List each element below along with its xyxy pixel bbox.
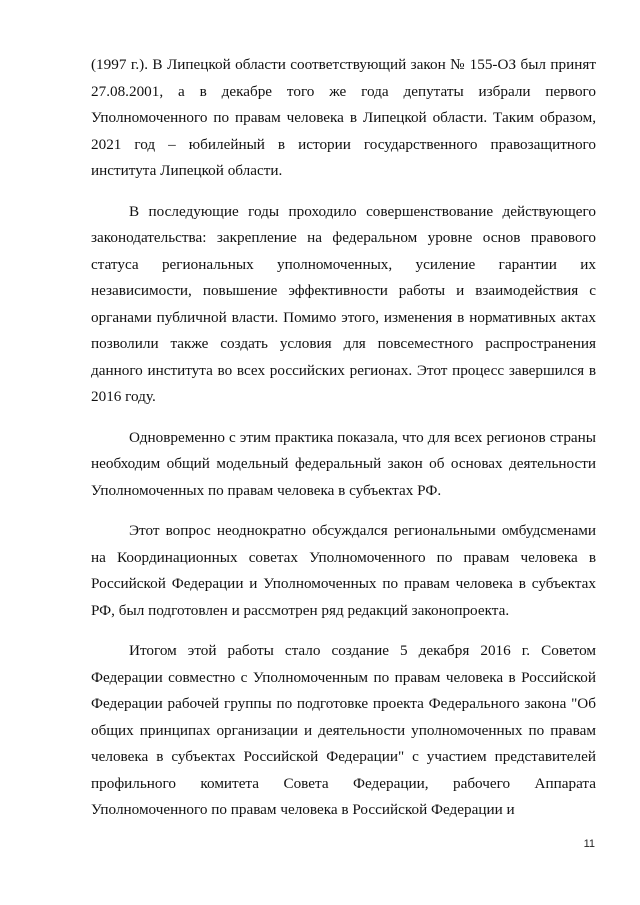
paragraph-2: В последующие годы проходило совершенствование действующего законодательства: закрепление на федеральном уровне основ правового статуса региональных уполномоченных, усиление гарантии их независимости, повышение эффективности работы и взаимодействия с органами публичной власти. Помимо этого, изменения в нормативных актах позволили также создать условия для повсеместного распространения данного института во всех российских регионах. Этот процесс завершился в 2016 году. [91, 202, 596, 405]
paragraph-5: Итогом этой работы стало создание 5 декабря 2016 г. Советом Федерации совместно с Уполномоченным по правам человека в Российской Федерации рабочей группы по подготовке проекта Федерального закона "Об общих принципах организации и деятельности уполномоченных по правам человека в субъектах Российской Федерации" с участием представителей профильного комитета Совета Федерации, рабочего Аппарата Уполномоченного по правам человека в Российской Федерации и [91, 642, 596, 818]
page-number: 11 [583, 838, 595, 850]
paragraph-4: Этот вопрос неоднократно обсуждался региональными омбудсменами на Координационных советах Уполномоченного по правам человека в Российской Федерации и Уполномоченных по правам человека в субъектах РФ, был подготовлен и рассмотрен ряд редакций законопроекта. [91, 522, 596, 619]
paragraph-1: (1997 г.). В Липецкой области соответствующий закон № 155-ОЗ был принят 27.08.2001, а в декабре того же года депутаты избрали первого Уполномоченного по правам человека в Липецкой области. Таким образом, 2021 год – юбилейный в истории государственного правозащитного института Липецкой области. [91, 56, 596, 179]
paragraph-3: Одновременно с этим практика показала, что для всех регионов страны необходим общий модельный федеральный закон об основах деятельности Уполномоченных по правам человека в субъектах РФ. [91, 428, 596, 499]
page-body [91, 52, 596, 838]
